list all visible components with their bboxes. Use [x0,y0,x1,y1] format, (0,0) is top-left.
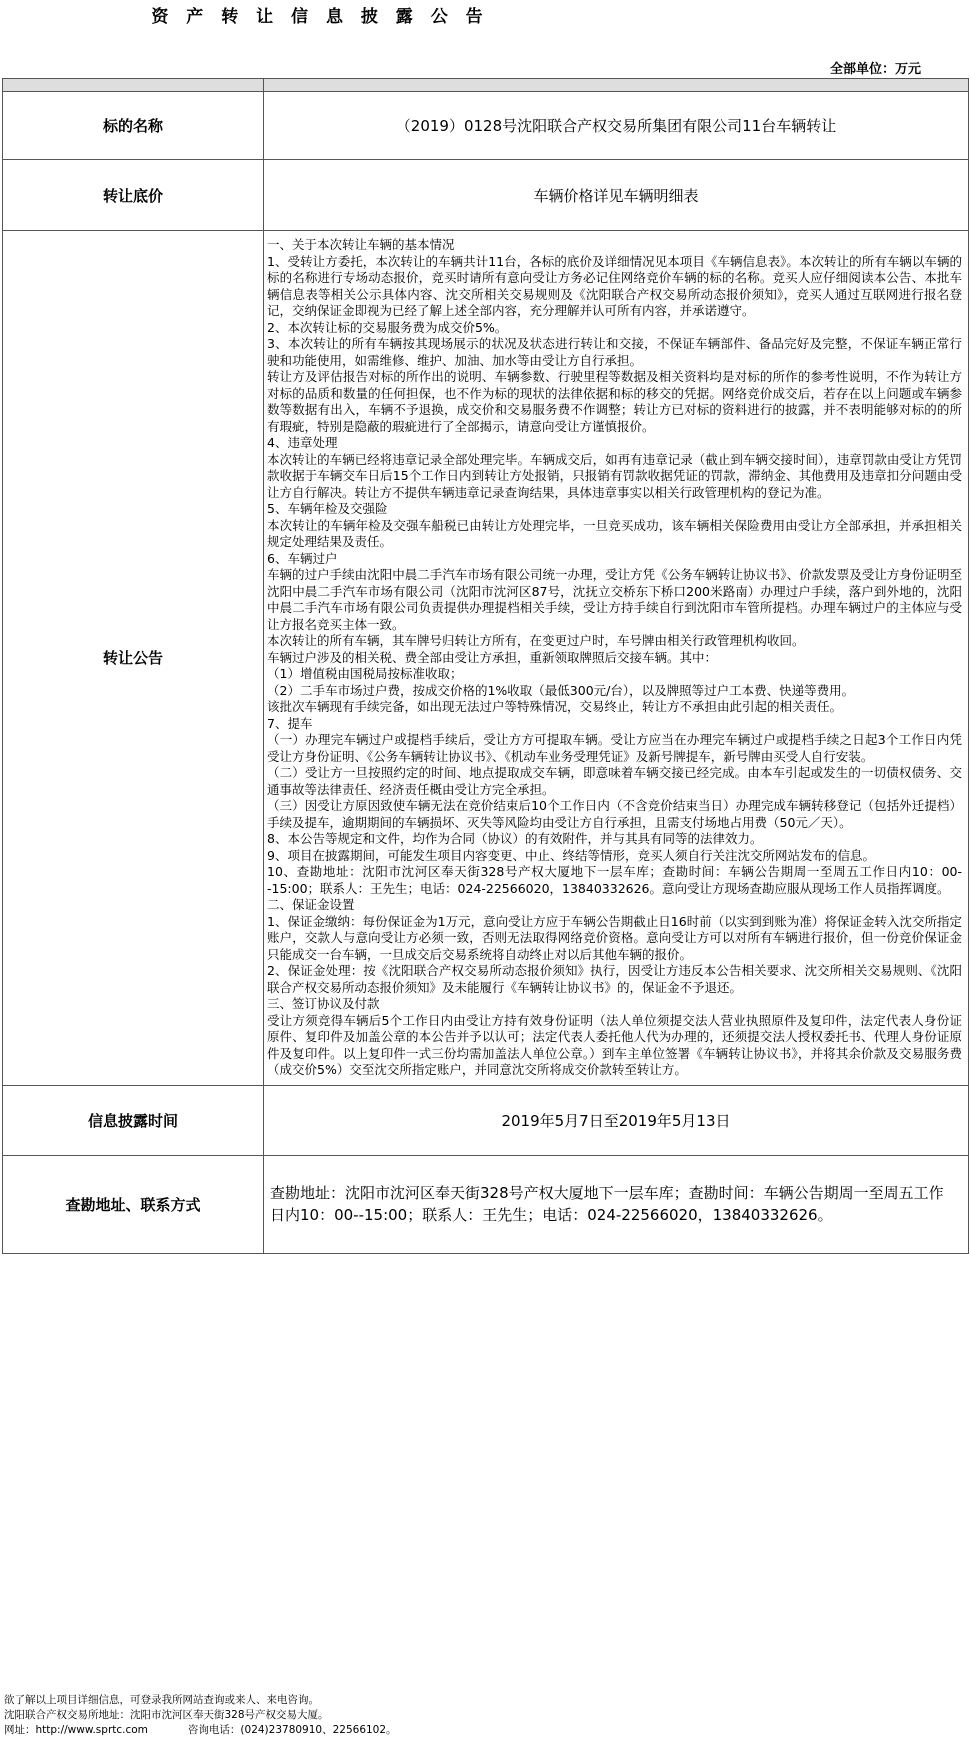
footer-line-inquiry: 欲了解以上项目详细信息，可登录我所网站查询或来人、来电咨询。 [4,1694,319,1706]
table-header-row [3,79,969,92]
row-period [3,1085,969,1155]
footer-line-contact [4,1723,397,1738]
contact-value: 查勘地址：沈阳市沈河区奉天街328号产权大厦地下一层车库；查勘时间：车辆公告期周一至周五工作日内10：00--15:00；联系人：王先生；电话：024-22566020，13840332626。 [264,1155,969,1253]
notice-cell [264,231,969,1086]
header-cell-left [3,79,264,92]
header-cell-right [264,79,969,92]
row-contact [3,1155,969,1253]
disclosure-table [2,78,969,1254]
notice-label: 转让公告 [3,231,264,1086]
row-price [3,160,969,231]
unit-note: 全部单位：万元 [829,62,921,77]
notice-text: 一、关于本次转让车辆的基本情况 1、受转让方委托，本次转让的车辆共计11台，各标的底价及详细情况见本项目《车辆信息表》。本次转让的所有车辆以车辆的标的名称进行专场动态报价，竞买时请所有意向受让方务必记住网络竞价车辆的标的名称。竞买人应仔细阅读本公告、本批车辆信息表等相关公示具体内容、沈交所相关交易规则及《沈阳联合产权交易所动态报价须知》，竞买人通过互联网进行报名登记，交纳保证金即视为已经了解上述全部内容，充分理解并认可所有内容，并承诺遵守。 2、本次转让标的交易服务费为成交价5%。 3、本次转让的所有车辆按其现场展示的状况及状态进行转让和交接，不保证车辆部件、备品完好及完整，不保证车辆正常行驶和功能使用，如需维修、维护、加油、加水等由受让方自行承担。 转让方及评估报告对标的所作出的说明、车辆参数、行驶里程等数据及相关资料均是对标的所作的参考性说明，不作为转让方对标的品质和数量的任何担保，也不作为标的现状的法律依据和标的移交的凭据。网络竞价成交后，若存在以上问题或车辆参数等数据有出入，车辆不予退换，成交价和交易服务费不作调整；转让方已对标的资料进行的披露，并不表明能够对标的的所有瑕疵，特别是隐蔽的瑕疵进行了全部揭示，请意向受让方谨慎报价。 4、违章处理 本次转让的车辆已经将违章记录全部处理完毕。车辆成交后，如再有违章记录（截止到车辆交接时间），违章罚款由受让方凭罚款收据于车辆交车日后15个工作日内到转让方处报销，只报销有罚款收据凭证的罚款，滞纳金、其他费用及违章扣分问题由受让方自行解决。转让方不提供车辆违章记录查询结果，具体违章事实以相关行政管理机构的登记为准。 5、车辆年检及交强险 本次转让的车辆年检及交强车船税已由转让方处理完毕，一旦竞买成功，该车辆相关保险费用由受让方全部承担，并承担相关规定处理结果及责任。 6、车辆过户 车辆的过户手续由沈阳中晨二手汽车市场有限公司统一办理，受让方凭《公务车辆转让协议书》、价款发票及受让方身份证明至沈阳中晨二手汽车市场有限公司（沈阳市沈河区87号，沈抚立交桥东下桥口200米路南）办理过户手续，落户到外地的，沈阳中晨二手汽车市场有限公司负责提供办理提档相关手续，受让方持手续自行到沈阳市车管所提档。办理车辆过户的主体应与受让方报名竞买主体一致。 本次转让的所有车辆，其车牌号归转让方所有，在变更过户时，车号牌由相关行政管理机构收回。 车辆过户涉及的相关税、费全部由受让方承担，重新领取牌照后交接车辆。其中： （1）增值税由国税局按标准收取； （2）二手车市场过户费，按成交价格的1%收取（最低300元/台），以及牌照等过户工本费、快递等费用。 该批次车辆现有手续完备，如出现无法过户等特殊情况，交易终止，转让方不承担由此引起的相关责任。 7、提车 （一）办理完车辆过户或提档手续后，受让方方可提取车辆。受让方应当在办理完车辆过户或提档手续之日起3个工作日内凭受让方身份证明、《公务车辆转让协议书》、《机动车业务受理凭证》及新号牌提车，新号牌由买受人自行安装。 （二）受让方一旦按照约定的时间、地点提取成交车辆，即意味着车辆交接已经完成。由本车引起或发生的一切债权债务、交通事故等法律责任、经济责任概由受让方完全承担。 （三）因受让方原因致使车辆无法在竞价结束后10个工作日内（不含竞价结束当日）办理完成车辆转移登记（包括外迁提档）手续及提车，逾期期间的车辆损坏、灭失等风险均由受让方自行承担，且需支付场地占用费（50元／天）。 8、本公告等规定和文件，均作为合同（协议）的有效附件，并与其具有同等的法律效力。 9、项目在披露期间，可能发生项目内容变更、中止、终结等情形，竞买人须自行关注沈交所网站发布的信息。 10、查勘地址：沈阳市沈河区奉天街328号产权大厦地下一层车库；查勘时间：车辆公告期周一至周五工作日内10：00--15:00；联系人：王先生；电话：024-22566020，13840332626。意向受让方现场查勘应服从现场工作人员指挥调度。 二、保证金设置 1、保证金缴纳：每份保证金为1万元，意向受让方应于车辆公告期截止日16时前（以实到到账为准）将保证金转入沈交所指定账户，交款人与意向受让方必须一致，否则无法取得网络竞价资格。意向受让方可以对所有车辆进行报价，但一份竞价保证金只能成交一台车辆，一旦成交后交易系统将自动终止对以后其他车辆的报价。 2、保证金处理：按《沈阳联合产权交易所动态报价须知》执行，因受让方违反本公告相关要求、沈交所相关交易规则、《沈阳联合产权交易所动态报价须知》及未能履行《车辆转让协议书》的，保证金不予退还。 三、签订协议及付款 受让方须竞得车辆后5个工作日内由受让方持有效身份证明（法人单位须提交法人营业执照原件及复印件，法定代表人身份证原件、复印件及加盖公章的本公告并予以认可；法定代表人委托他人代为办理的，还须提交法人授权委托书、代理人身份证原件及复印件。以上复印件一式三份均需加盖法人单位公章。）到车主单位签署《车辆转让协议书》，并将其余价款及交易服务费（成交价5%）交至沈交所指定账户，并同意沈交所将成交价款转至转让方。 [267,237,962,1077]
page-title: 资 产 转 让 信 息 披 露 公 告 [151,7,489,27]
row-subject [3,92,969,160]
footer-phone: 咨询电话：(024)23780910、22566102。 [187,1724,397,1736]
subject-value: （2019）0128号沈阳联合产权交易所集团有限公司11台车辆转让 [264,92,969,160]
period-value: 2019年5月7日至2019年5月13日 [264,1085,969,1155]
contact-label: 查勘地址、联系方式 [3,1155,264,1253]
footer-line-address: 沈阳联合产权交易所地址：沈阳市沈河区奉天街328号产权交易大厦。 [4,1709,329,1721]
footer-website: 网址：http://www.sprtc.com [4,1724,148,1736]
period-label: 信息披露时间 [3,1085,264,1155]
subject-label: 标的名称 [3,92,264,160]
footer [4,1693,397,1738]
price-label: 转让底价 [3,160,264,231]
price-value: 车辆价格详见车辆明细表 [264,160,969,231]
row-notice [3,231,969,1086]
